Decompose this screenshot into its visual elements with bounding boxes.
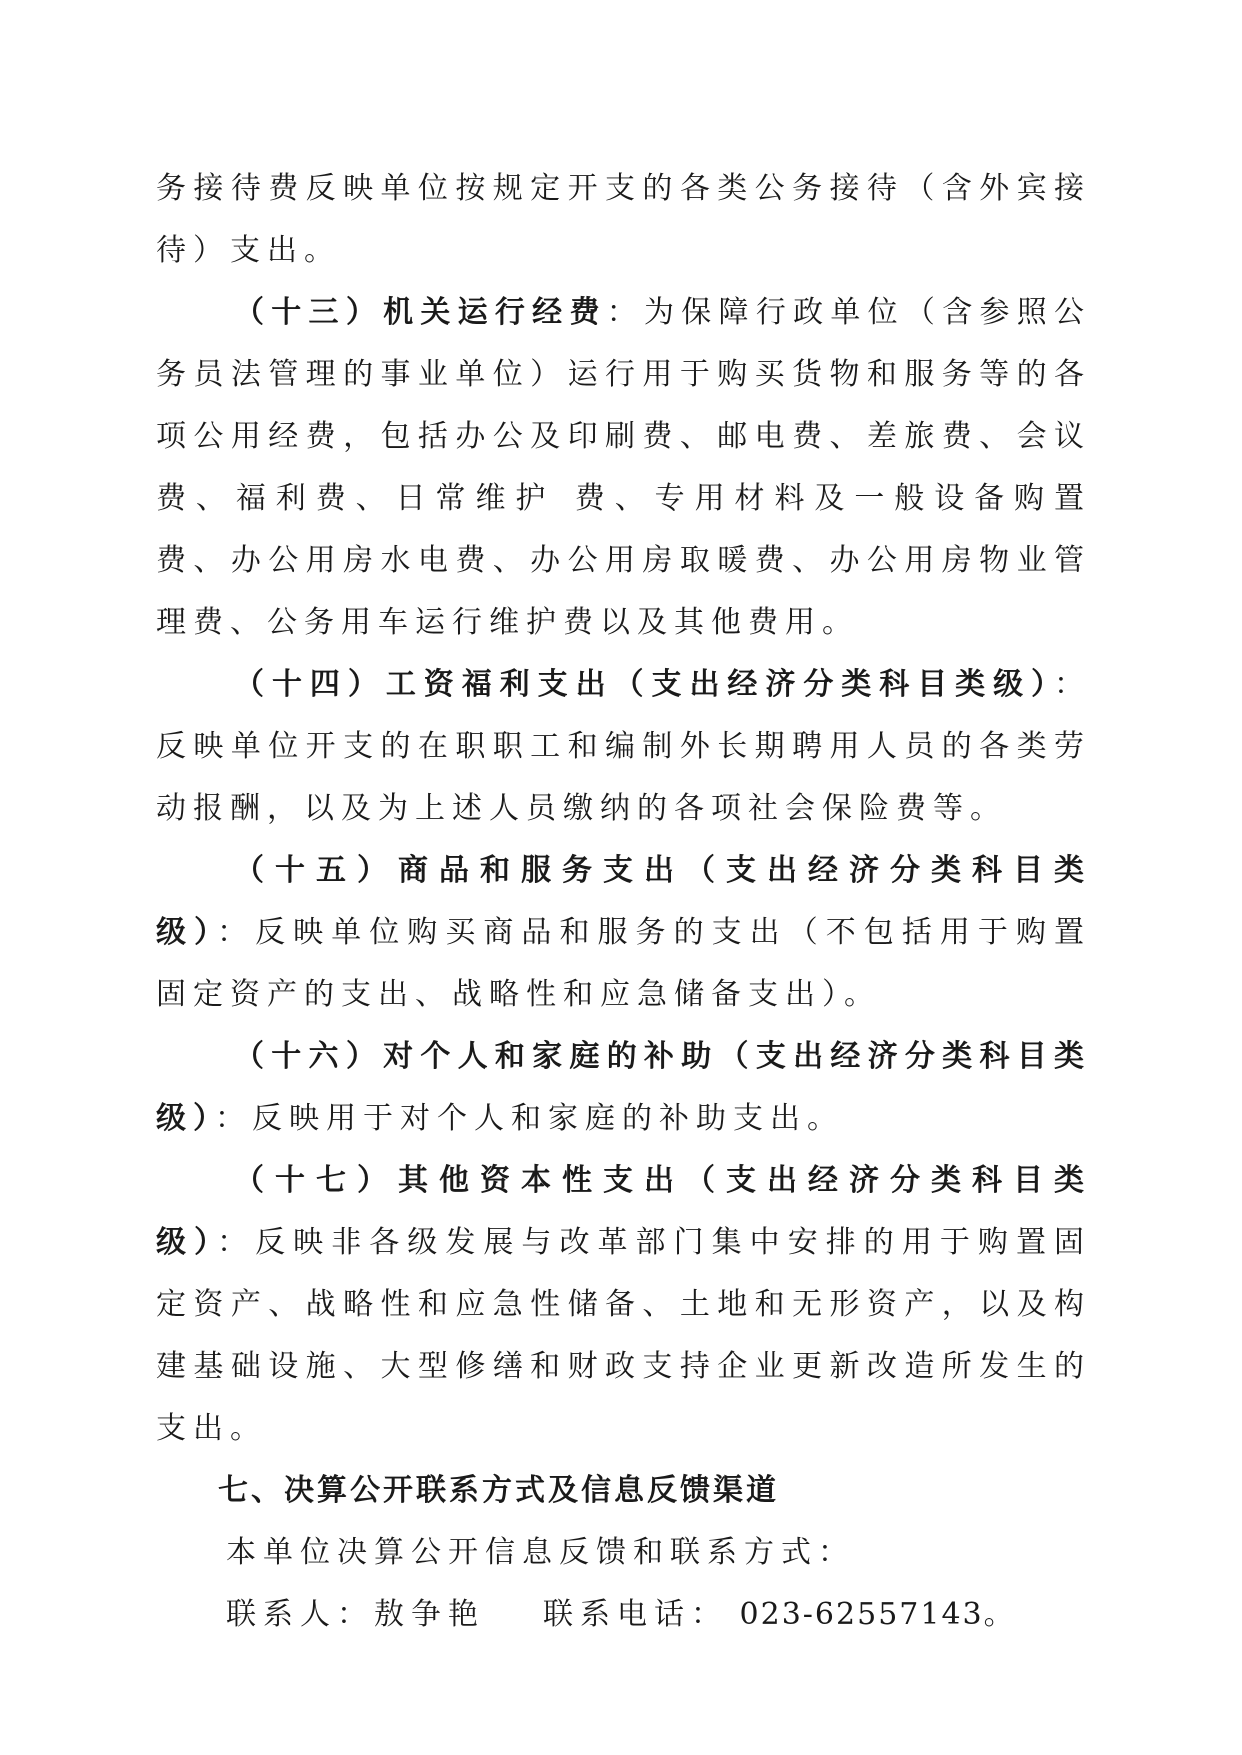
paragraph-body: ：反映非各级发展与改革部门集中安排的用于购置固定资产、战略性和应急性储备、土地和无形资产，以及构建基础设施、大型修缮和财政支持企业更新改造所发生的支出。 (156, 1225, 1092, 1446)
section-7-heading: 七、决算公开联系方式及信息反馈渠道 (218, 1473, 779, 1508)
section-7-intro: 本单位决算公开信息反馈和联系方式： (226, 1535, 855, 1570)
paragraph-title: （十七）其他资本性支出（支出经济分类科目类级） (156, 1163, 1091, 1260)
paragraph-body: ：反映用于对个人和家庭的补助支出。 (215, 1101, 844, 1136)
contact-person-label: 联系人： (226, 1597, 374, 1632)
paragraph-17-other-capital-expenditure (156, 1150, 1091, 1460)
contact-line (156, 1584, 1091, 1646)
paragraph-body: ：反映单位开支的在职职工和编制外长期聘用人员的各类劳动报酬，以及为上述人员缴纳的各项社会保险费等。 (156, 667, 1091, 826)
paragraph-reception-fee-continued (156, 158, 1091, 282)
paragraph-body: ：反映单位购买商品和服务的支出（不包括用于购置固定资产的支出、战略性和应急储备支出）。 (156, 915, 1092, 1012)
paragraph-14-wages-welfare (156, 654, 1091, 840)
paragraph-13-agency-operating-costs (156, 282, 1091, 654)
paragraph-body: ：为保障行政单位（含参照公务员法管理的事业单位）运行用于购买货物和服务等的各项公用经费，包括办公及印刷费、邮电费、差旅费、会议费、福利费、日常维护 费、专用材料及一般设备购置费、办公用房水电费、办公用房取暖费、办公用房物业管理费、公务用车运行维护费以及其他费用。 (156, 295, 1092, 640)
document-page (156, 158, 1091, 1646)
contact-phone-number: 023-62557143。 (728, 1597, 1016, 1632)
contact-phone-label: 联系电话： (543, 1597, 728, 1632)
paragraph-15-goods-services (156, 840, 1091, 1026)
paragraph-title: （十三）机关运行经费 (234, 295, 607, 330)
contact-person-name: 敖争艳 (374, 1597, 485, 1632)
paragraph-16-subsidies-individuals (156, 1026, 1091, 1150)
paragraph-title: （十六）对个人和家庭的补助（支出经济分类科目类级） (156, 1039, 1091, 1136)
paragraph-title: （十五）商品和服务支出（支出经济分类科目类级） (156, 853, 1091, 950)
paragraph-text: 务接待费反映单位按规定开支的各类公务接待（含外宾接待）支出。 (156, 171, 1091, 268)
paragraph-title: （十四）工资福利支出（支出经济分类科目类级） (234, 667, 1054, 702)
